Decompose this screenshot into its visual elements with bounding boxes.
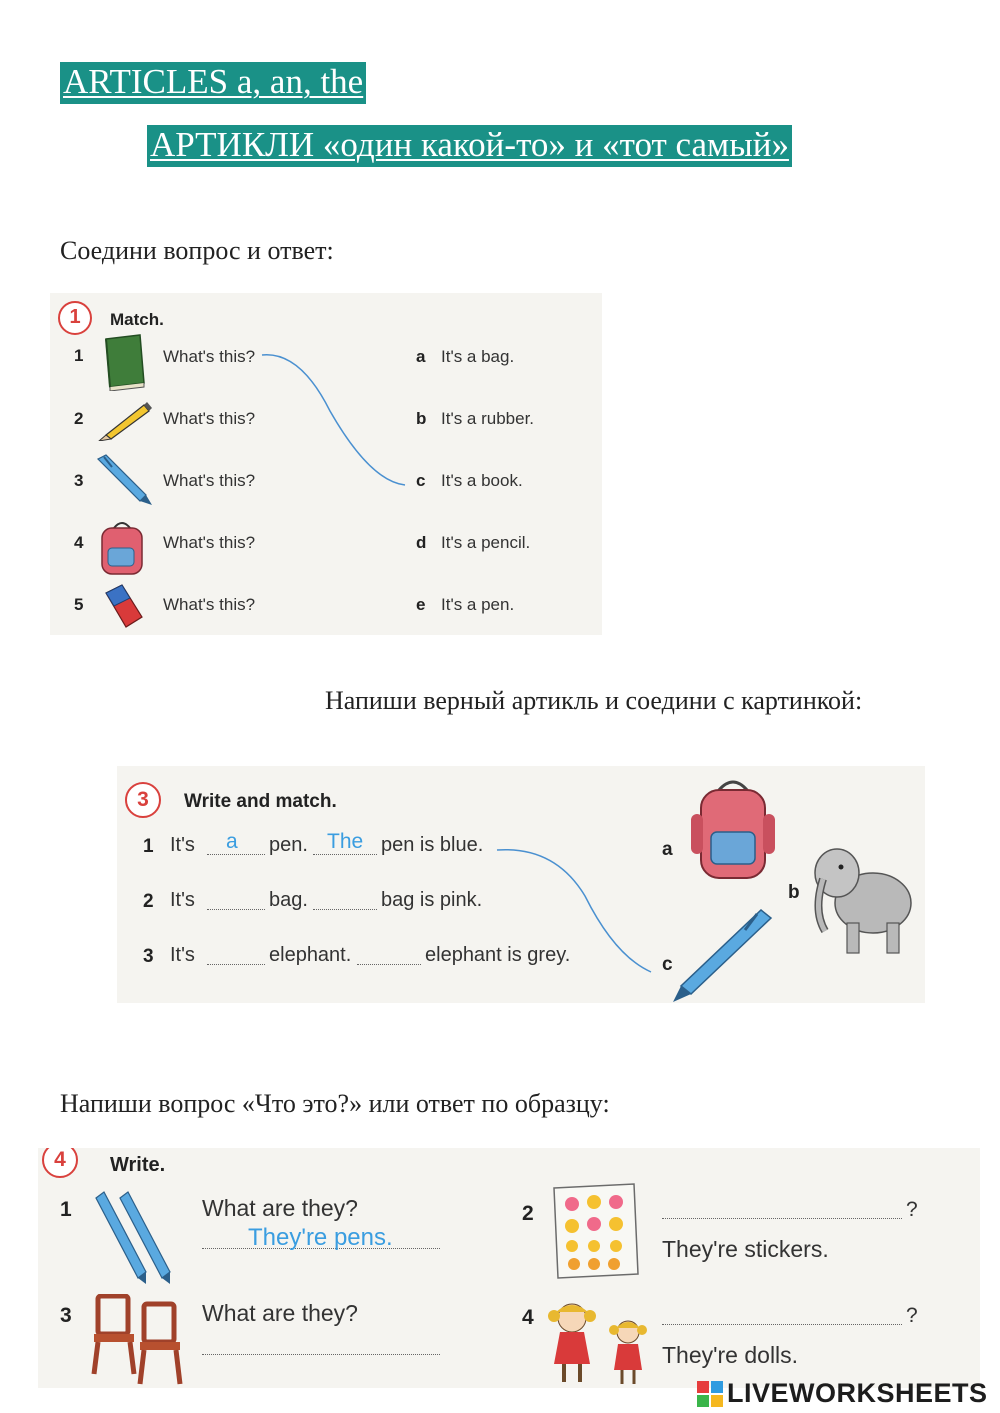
pen-icon — [669, 906, 775, 1003]
article-blank[interactable] — [207, 909, 265, 910]
sentence-rest: pen is blue. — [381, 834, 484, 856]
logo-text: LIVEWORKSHEETS — [727, 1378, 988, 1408]
question-text: What's this? — [163, 533, 256, 552]
sentence-noun: bag. — [269, 889, 308, 911]
match-line — [495, 846, 655, 976]
question-text: What are they? — [202, 1300, 358, 1326]
exercise-title: Write and match. — [184, 791, 337, 812]
row-number: 2 — [74, 409, 84, 428]
liveworksheets-logo — [697, 1376, 997, 1410]
elephant-icon — [807, 831, 919, 961]
exercise-number-badge: 4 — [42, 1148, 78, 1178]
question-mark: ? — [906, 1198, 918, 1221]
rubber-icon — [100, 583, 146, 631]
exercise-title: Match. — [110, 310, 164, 329]
answer-letter: e — [416, 595, 426, 614]
row-number: 1 — [143, 836, 154, 857]
row-number: 3 — [143, 946, 154, 967]
logo-icon — [697, 1381, 723, 1407]
exercise-4-panel — [38, 1148, 980, 1388]
question-text: What's this? — [163, 347, 256, 366]
picture-letter: b — [788, 882, 800, 903]
question-text: What are they? — [202, 1195, 358, 1221]
article-blank[interactable] — [207, 854, 265, 855]
answer-letter: d — [416, 533, 427, 552]
dolls-icon — [542, 1298, 658, 1388]
picture-letter: a — [662, 839, 673, 860]
answer-letter: b — [416, 409, 427, 428]
answer-text[interactable]: It's a bag. — [441, 347, 515, 366]
pens-icon — [90, 1190, 180, 1284]
page-subtitle: АРТИКЛИ «один какой-то» и «тот самый» — [147, 125, 792, 167]
exercise-number-badge: 1 — [58, 301, 92, 335]
article-blank[interactable] — [357, 964, 421, 965]
sentence-start: It's — [170, 889, 195, 911]
exercise-number-badge: 3 — [125, 782, 161, 818]
pencil-icon — [96, 397, 152, 441]
answer-text[interactable]: It's a pencil. — [441, 533, 531, 552]
answer-text[interactable]: It's a book. — [441, 471, 523, 490]
question-line[interactable] — [662, 1218, 902, 1219]
row-number: 2 — [143, 891, 154, 912]
row-number: 5 — [74, 595, 84, 614]
row-number: 3 — [74, 471, 84, 490]
answer-text: They're dolls. — [662, 1342, 799, 1368]
exercise-title: Write. — [110, 1154, 166, 1176]
filled-answer: The — [327, 830, 364, 853]
book-icon — [100, 333, 148, 391]
sentence-rest: bag is pink. — [381, 889, 483, 911]
bag-icon — [689, 774, 779, 884]
question-mark: ? — [906, 1304, 918, 1327]
instruction-write: Напиши вопрос «Что это?» или ответ по образцу: — [60, 1089, 610, 1118]
answer-line[interactable] — [202, 1354, 440, 1355]
sentence-start: It's — [170, 834, 195, 856]
bag-icon — [94, 518, 150, 578]
picture-letter: c — [662, 954, 673, 975]
answer-text[interactable]: It's a pen. — [441, 595, 515, 614]
answer-letter: a — [416, 347, 426, 366]
row-number: 4 — [522, 1306, 534, 1329]
article-blank[interactable] — [313, 854, 377, 855]
row-number: 4 — [74, 533, 84, 552]
answer-text[interactable]: It's a rubber. — [441, 409, 535, 428]
article-blank[interactable] — [207, 964, 265, 965]
chairs-icon — [88, 1294, 192, 1386]
exercise-1-panel — [50, 293, 602, 635]
pen-icon — [94, 453, 154, 505]
row-number: 3 — [60, 1304, 72, 1327]
instruction-match: Соедини вопрос и ответ: — [60, 236, 334, 265]
row-number: 1 — [74, 346, 84, 365]
filled-answer: a — [226, 830, 238, 853]
sentence-noun: pen. — [269, 834, 308, 856]
sentence-noun: elephant. — [269, 944, 352, 966]
filled-answer: They're pens. — [248, 1224, 393, 1251]
stickers-icon — [548, 1182, 640, 1280]
match-line — [260, 351, 410, 491]
answer-letter: c — [416, 471, 426, 490]
instruction-article: Напиши верный артикль и соедини с картинкой: — [325, 686, 863, 715]
answer-text: They're stickers. — [662, 1236, 829, 1262]
row-number: 2 — [522, 1202, 534, 1225]
question-text: What's this? — [163, 409, 256, 428]
question-line[interactable] — [662, 1324, 902, 1325]
question-text: What's this? — [163, 595, 256, 614]
sentence-start: It's — [170, 944, 195, 966]
exercise-3-panel — [117, 766, 925, 1003]
sentence-rest: elephant is grey. — [425, 944, 571, 966]
row-number: 1 — [60, 1198, 72, 1221]
page-title: ARTICLES a, an, the — [60, 62, 366, 104]
question-text: What's this? — [163, 471, 256, 490]
article-blank[interactable] — [313, 909, 377, 910]
